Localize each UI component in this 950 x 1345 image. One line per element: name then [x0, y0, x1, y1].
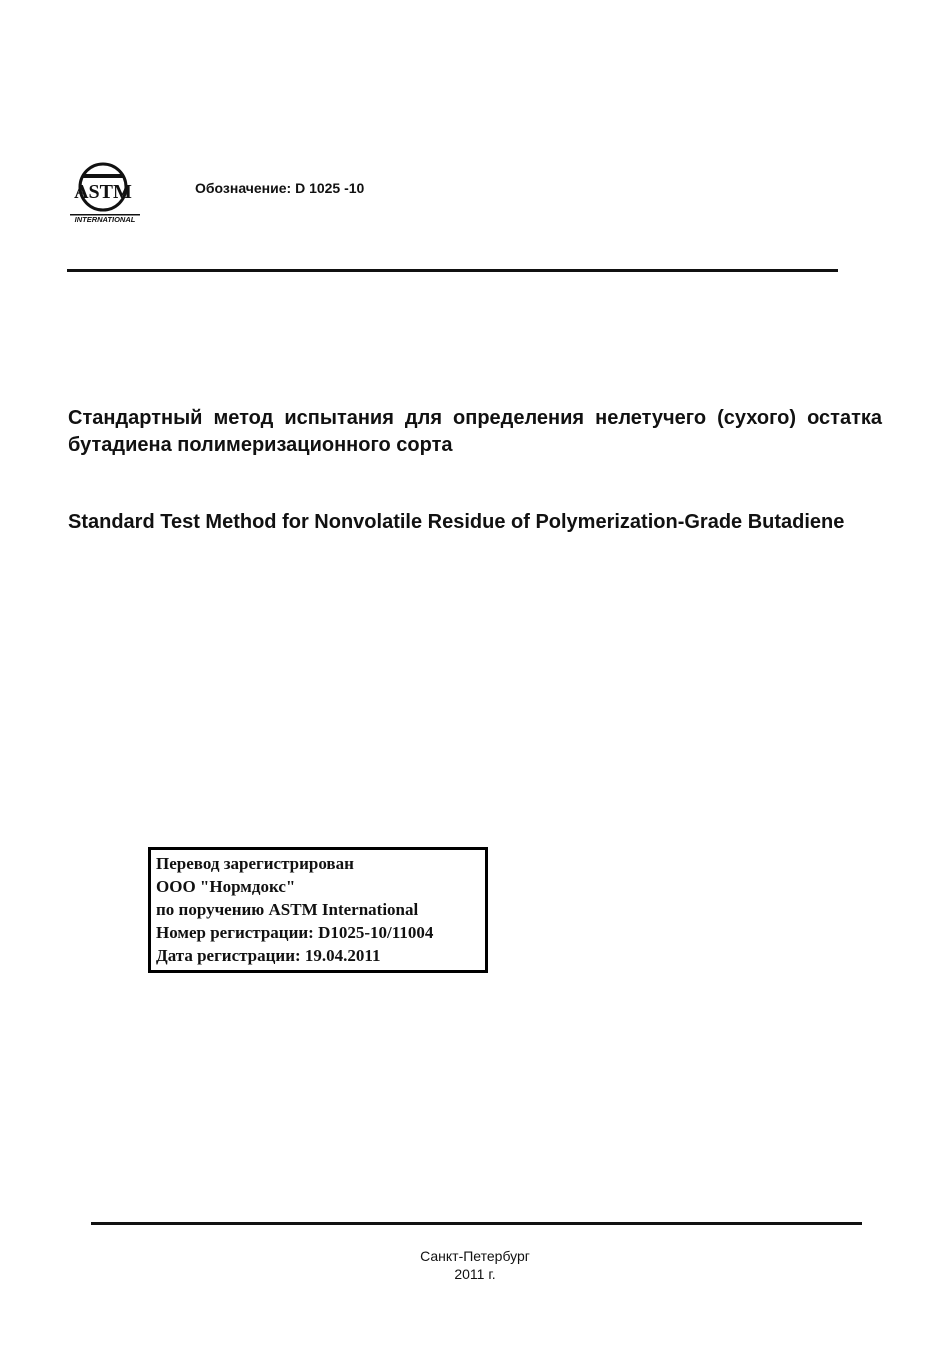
logo-subtext: INTERNATIONAL: [74, 215, 136, 224]
header-divider: [67, 269, 838, 272]
registration-line: по поручению ASTM International: [156, 900, 419, 919]
footer-city: Санкт-Петербург: [420, 1248, 530, 1264]
document-designation: Обозначение: D 1025 -10: [195, 180, 365, 196]
footer-divider: [91, 1222, 862, 1225]
astm-logo: [66, 160, 144, 228]
footer-year: 2011 г.: [454, 1266, 496, 1282]
registration-line: Перевод зарегистрирован: [156, 854, 354, 873]
registration-number: Номер регистрации: D1025-10/11004: [156, 923, 434, 942]
title-russian: Стандартный метод испытания для определения нелетучего (сухого) остатка бутадиена полимеризационного сорта: [68, 407, 882, 456]
registration-box: [148, 847, 488, 973]
title-english: Standard Test Method for Nonvolatile Residue of Polymerization-Grade Butadiene: [68, 511, 845, 533]
astm-logo-icon: [66, 160, 144, 228]
registration-date: Дата регистрации: 19.04.2011: [156, 946, 381, 965]
logo-mark-text: ASTM: [74, 181, 132, 203]
registration-line: ООО "Нормдокс": [156, 877, 296, 896]
